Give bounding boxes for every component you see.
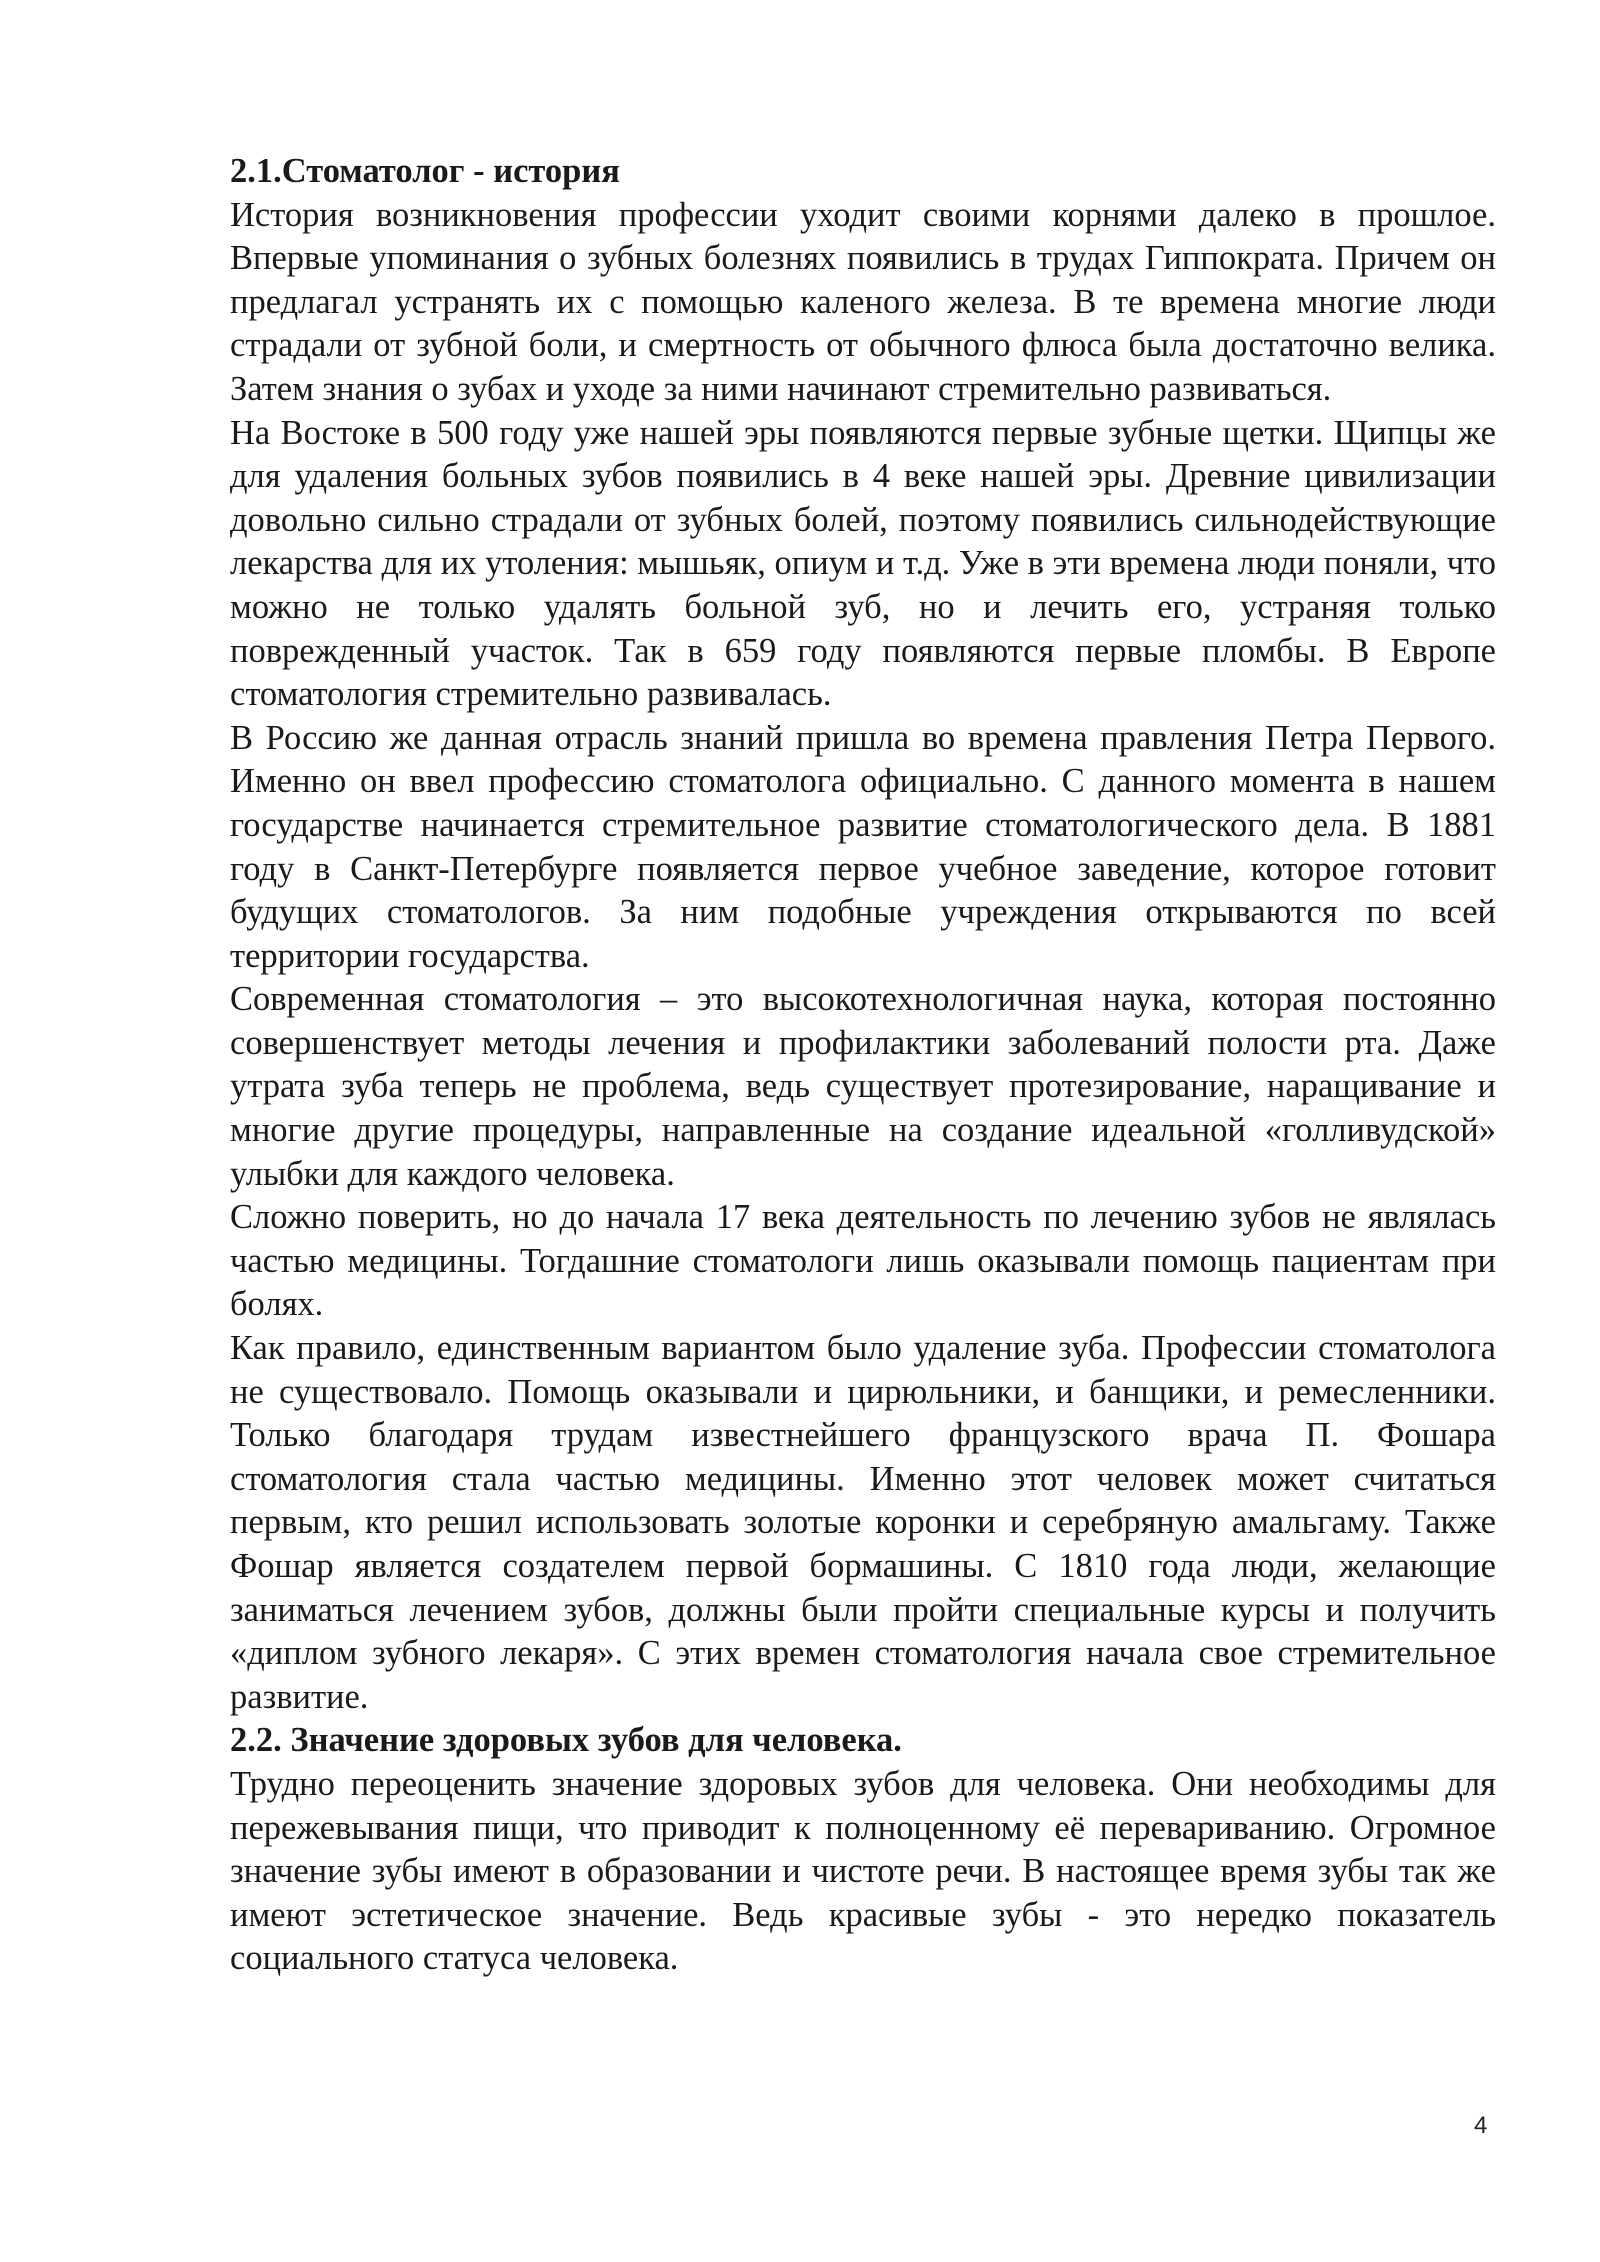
paragraph: В Россию же данная отрасль знаний пришла во времена правления Петра Первого. Именно он ввел профессию стоматолога официально. С данного момента в нашем государстве начинается стремительное развитие стоматологического дела. В 1881 году в Санкт-Петербурге появляется первое учебное заведение, которое готовит будущих стоматологов. За ним подобные учреждения открываются по всей территории государства. (230, 718, 1496, 975)
paragraph: Как правило, единственным вариантом было удаление зуба. Профессии стоматолога не существовало. Помощь оказывали и цирюльники, и банщики, и ремесленники. Только благодаря трудам известнейшего французского врача П. Фошара стоматология стала частью медицины. Именно этот человек может считаться первым, кто решил использовать золотые коронки и серебряную амальгаму. Также Фошар является создателем первой бормашины. С 1810 года люди, желающие заниматься лечением зубов, должны были пройти специальные курсы и получить «диплом зубного лекаря». С этих времен стоматология начала свое стремительное развитие. (230, 1329, 1496, 1716)
page-number: 4 (1474, 2112, 1488, 2139)
paragraph: Трудно переоценить значение здоровых зубов для человека. Они необходимы для пережевывания пищи, что приводит к полноценному её перевариванию. Огромное значение зубы имеют в образовании и чистоте речи. В настоящее время зубы так же имеют эстетическое значение. Ведь красивые зубы - это нередко показатель социального статуса человека. (230, 1764, 1496, 1978)
section-heading-importance: 2.2. Значение здоровых зубов для человека. (230, 1721, 902, 1760)
paragraph: История возникновения профессии уходит своими корнями далеко в прошлое. Впервые упоминания о зубных болезнях появились в трудах Гиппократа. Причем он предлагал устранять их с помощью каленого железа. В те времена многие люди страдали от зубной боли, и смертность от обычного флюса была достаточно велика. Затем знания о зубах и уходе за ними начинают стремительно развиваться. (230, 195, 1496, 408)
page-content (230, 150, 1496, 1981)
paragraph: На Востоке в 500 году уже нашей эры появляются первые зубные щетки. Щипцы же для удаления больных зубов появились в 4 веке нашей эры. Древние цивилизации довольно сильно страдали от зубных болей, поэтому появились сильнодействующие лекарства для их утоления: мышьяк, опиум и т.д. Уже в эти времена люди поняли, что можно не только удалять больной зуб, но и лечить его, устраняя только поврежденный участок. Так в 659 году появляются первые пломбы. В Европе стоматология стремительно развивалась. (230, 413, 1496, 714)
section-heading-history: 2.1.Стоматолог - история (230, 152, 620, 190)
paragraph: Сложно поверить, но до начала 17 века деятельность по лечению зубов не являлась частью медицины. Тогдашние стоматологи лишь оказывали помощь пациентам при болях. (230, 1198, 1496, 1324)
paragraph: Современная стоматология – это высокотехнологичная наука, которая постоянно совершенствует методы лечения и профилактики заболеваний полости рта. Даже утрата зуба теперь не проблема, ведь существует протезирование, наращивание и многие другие процедуры, направленные на создание идеальной «голливудской» улыбки для каждого человека. (230, 980, 1496, 1193)
